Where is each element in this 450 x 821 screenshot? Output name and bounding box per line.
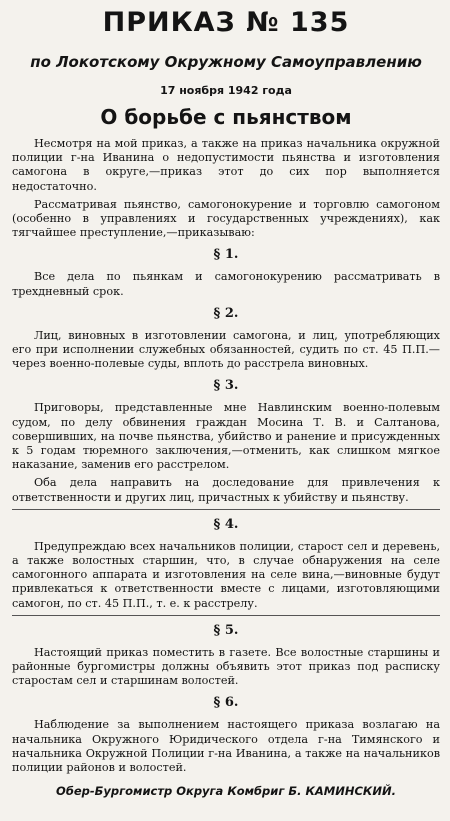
section-1 [12,247,440,298]
section-paragraph: Наблюдение за выполнением настоящего приказа возлагаю на начальника Окружного Юридического отдела г-на Тимянского и начальника Окружной Полиции г-на Иванина, а также на начальников полиции районов и волостей. [12,718,440,775]
section-paragraph: Все дела по пьянкам и самогонокурению рассматривать в трехдневный срок. [12,270,440,298]
section-5 [12,623,440,689]
order-subtitle: по Локотскому Окружному Самоуправлению [30,53,422,71]
section-4 [12,517,440,611]
section-mark: § 2. [213,305,239,321]
section-mark: § 1. [213,247,239,263]
section-paragraph: Лиц, виновных в изготовлении самогона, и лиц, употребляющих его при исполнении служебных обязанностей, судить по ст. 45 П.П.—через военно-полевые суды, вплоть до расстрела виновных. [12,328,440,371]
section-mark: § 4. [213,516,239,532]
section-6 [12,695,440,775]
section-mark: § 3. [213,378,239,394]
section-paragraph: Приговоры, представленные мне Навлинским военно-полевым судом, по делу обвинения граждан Мосина Т. В. и Салтанова, совершивших, на почве пьянства, убийство и ранение и присужденных к 5 годам тюремного заключения,—отменить, как слишком мягкое наказание, заменив его расстрелом. [12,401,440,472]
intro-paragraph: Несмотря на мой приказ, а также на приказ начальника окружной полиции г-на Иванина о недопустимости пьянства и изготовления самогона в округе,—приказ этот до сих пор выполняется недостаточно. [12,137,440,193]
order-title: ПРИКАЗ № 135 [102,7,350,38]
section-paragraph: Оба дела направить на доследование для привлечения к ответственности и других лиц, причастных к убийству и пьянству. [12,476,440,504]
section-paragraph: Предупреждаю всех начальников полиции, старост сел и деревень, а также волостных старшин, что, в случае обнаружения на селе самогонного аппарата и изготовления на селе вина,—виновные будут привлекаться к ответственности вместе с лицами, изготовляющими самогон, по ст. 45 П.П., т. е. к расстрелу. [12,539,440,610]
section-2 [12,306,440,372]
section-mark: § 5. [213,622,239,638]
intro-paragraph: Рассматривая пьянство, самогонокурение и торговлю самогоном (особенно в управлениях и государственных учреждениях), как тягчайшее преступление,—приказываю: [12,197,440,240]
signature: Обер-Бургомистр Округа Комбриг Б. КАМИНСКИЙ. [56,784,396,799]
order-heading: О борьбе с пьянством [100,105,352,129]
divider [12,509,440,510]
order-date: 17 ноября 1942 года [160,84,292,97]
section-3 [12,378,440,504]
section-mark: § 6. [213,695,239,711]
divider [12,615,440,616]
section-paragraph: Настоящий приказ поместить в газете. Все волостные старшины и районные бургомистры должны объявить этот приказ под расписку старостам сел и старшинам волостей. [12,645,440,688]
